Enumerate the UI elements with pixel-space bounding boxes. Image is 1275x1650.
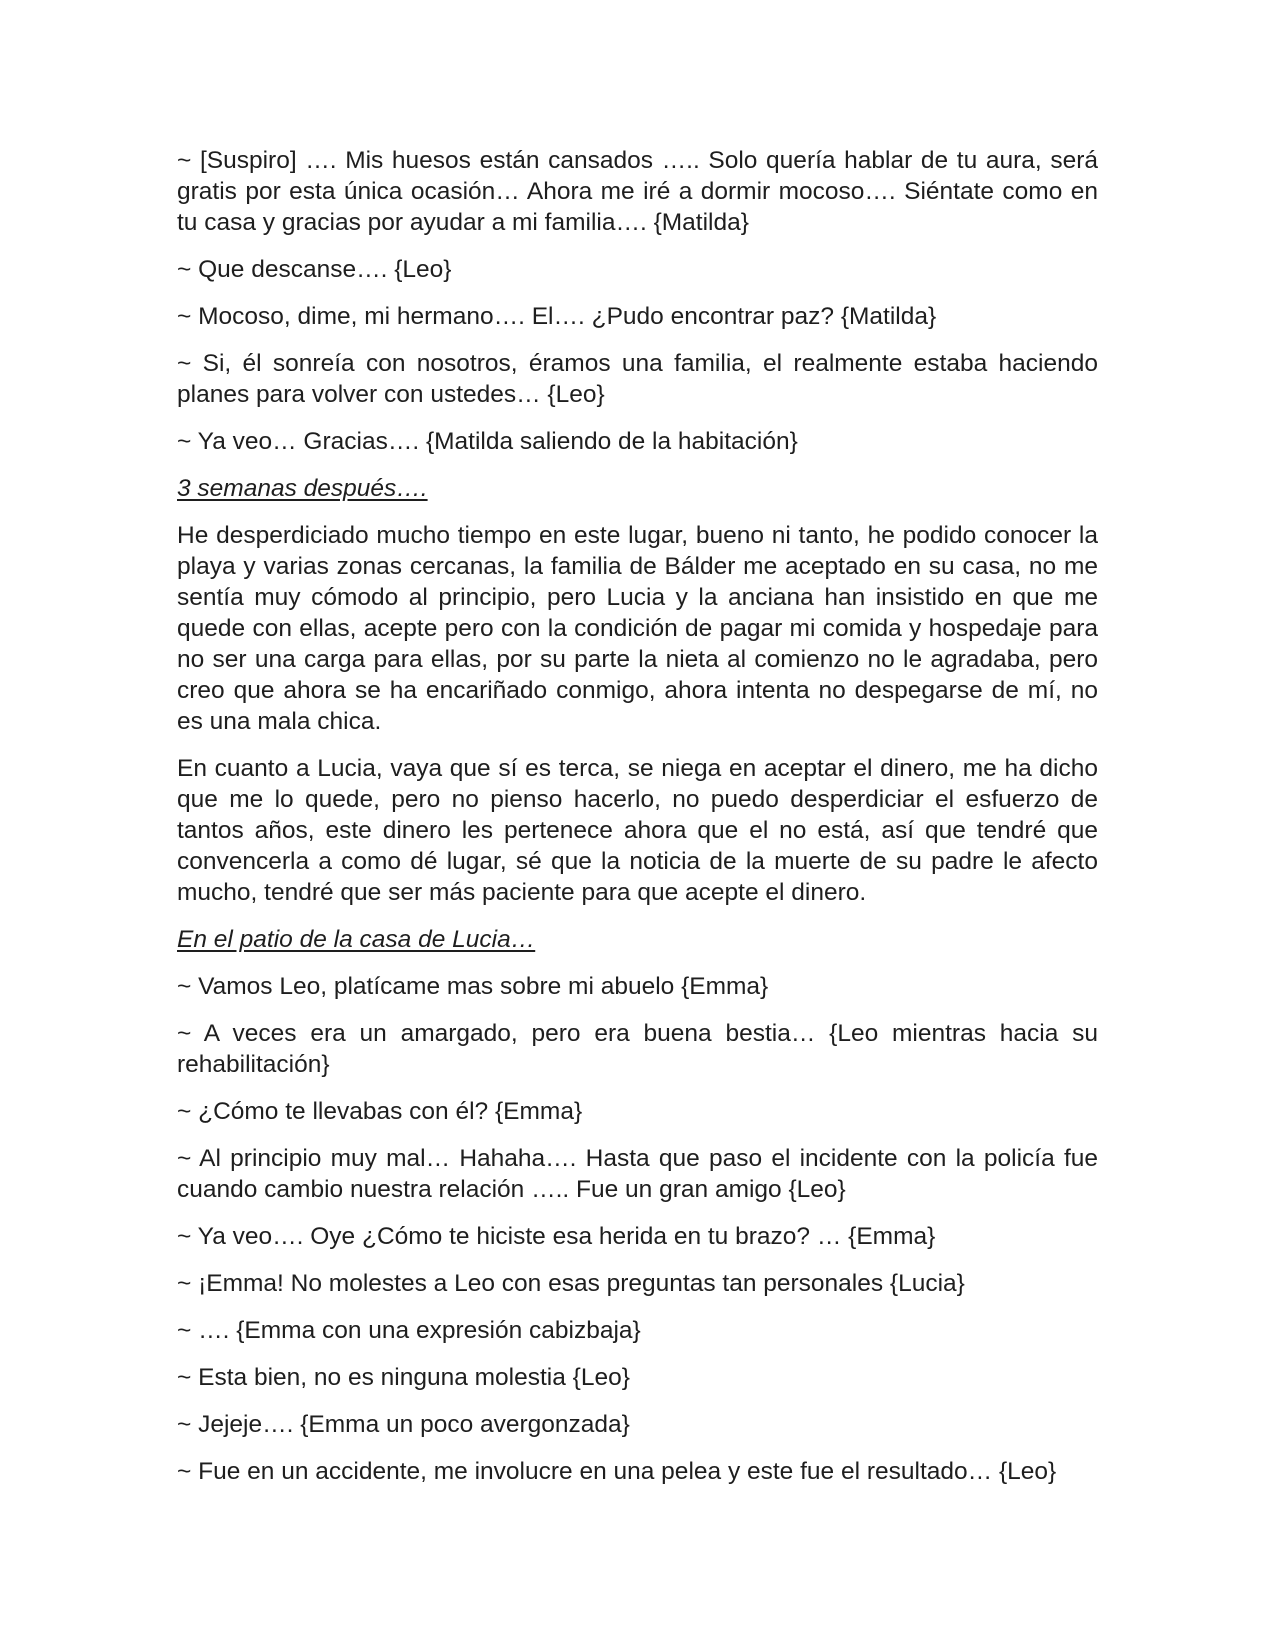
narrative-paragraph: He desperdiciado mucho tiempo en este lugar, bueno ni tanto, he podido conocer la playa y varias zonas cercanas, la familia de Bálder me aceptado en su casa, no me sentía muy cómodo al principio, pero Lucia y la anciana han insistido en que me quede con ellas, acepte pero con la condición de pagar mi comida y hospedaje para no ser una carga para ellas, por su parte la nieta al comienzo no le agradaba, pero creo que ahora se ha encariñado conmigo, ahora intenta no despegarse de mí, no es una mala chica. bbox=[177, 522, 1098, 735]
dialogue-line: ~ Mocoso, dime, mi hermano…. El…. ¿Pudo encontrar paz? {Matilda} bbox=[177, 303, 937, 330]
narrative-paragraph: En cuanto a Lucia, vaya que sí es terca, se niega en aceptar el dinero, me ha dicho que me lo quede, pero no pienso hacerlo, no puedo desperdiciar el esfuerzo de tantos años, este dinero les pertenece ahora que el no está, así que tendré que convencerla a como dé lugar, sé que la noticia de la muerte de su padre le afecto mucho, tendré que ser más paciente para que acepte el dinero. bbox=[177, 755, 1098, 906]
dialogue-line: ~ Fue en un accidente, me involucre en una pelea y este fue el resultado… {Leo} bbox=[177, 1458, 1057, 1485]
dialogue-line: ~ Vamos Leo, platícame mas sobre mi abuelo {Emma} bbox=[177, 973, 769, 1000]
dialogue-line: ~ Esta bien, no es ninguna molestia {Leo} bbox=[177, 1364, 630, 1391]
scene-heading: En el patio de la casa de Lucia… bbox=[177, 926, 536, 953]
dialogue-line: ~ A veces era un amargado, pero era buena bestia… {Leo mientras hacia su rehabilitación} bbox=[177, 1020, 1098, 1078]
dialogue-line: ~ Jejeje…. {Emma un poco avergonzada} bbox=[177, 1411, 630, 1438]
dialogue-line: ~ ¡Emma! No molestes a Leo con esas preguntas tan personales {Lucia} bbox=[177, 1270, 965, 1297]
dialogue-line: ~ …. {Emma con una expresión cabizbaja} bbox=[177, 1317, 641, 1344]
dialogue-line: ~ ¿Cómo te llevabas con él? {Emma} bbox=[177, 1098, 583, 1125]
document-page bbox=[177, 145, 1098, 1503]
dialogue-line: ~ Al principio muy mal… Hahaha…. Hasta que paso el incidente con la policía fue cuando cambio nuestra relación ….. Fue un gran amigo {Leo} bbox=[177, 1145, 1098, 1203]
scene-heading: 3 semanas después…. bbox=[177, 475, 428, 502]
dialogue-line: ~ Que descanse…. {Leo} bbox=[177, 256, 452, 283]
dialogue-line: ~ Si, él sonreía con nosotros, éramos una familia, el realmente estaba haciendo planes para volver con ustedes… {Leo} bbox=[177, 350, 1098, 408]
dialogue-line: ~ [Suspiro] …. Mis huesos están cansados ….. Solo quería hablar de tu aura, será gratis por esta única ocasión… Ahora me iré a dormir mocoso…. Siéntate como en tu casa y gracias por ayudar a mi familia…. {Matilda} bbox=[177, 147, 1098, 236]
dialogue-line: ~ Ya veo…. Oye ¿Cómo te hiciste esa herida en tu brazo? … {Emma} bbox=[177, 1223, 936, 1250]
dialogue-line: ~ Ya veo… Gracias…. {Matilda saliendo de la habitación} bbox=[177, 428, 798, 455]
